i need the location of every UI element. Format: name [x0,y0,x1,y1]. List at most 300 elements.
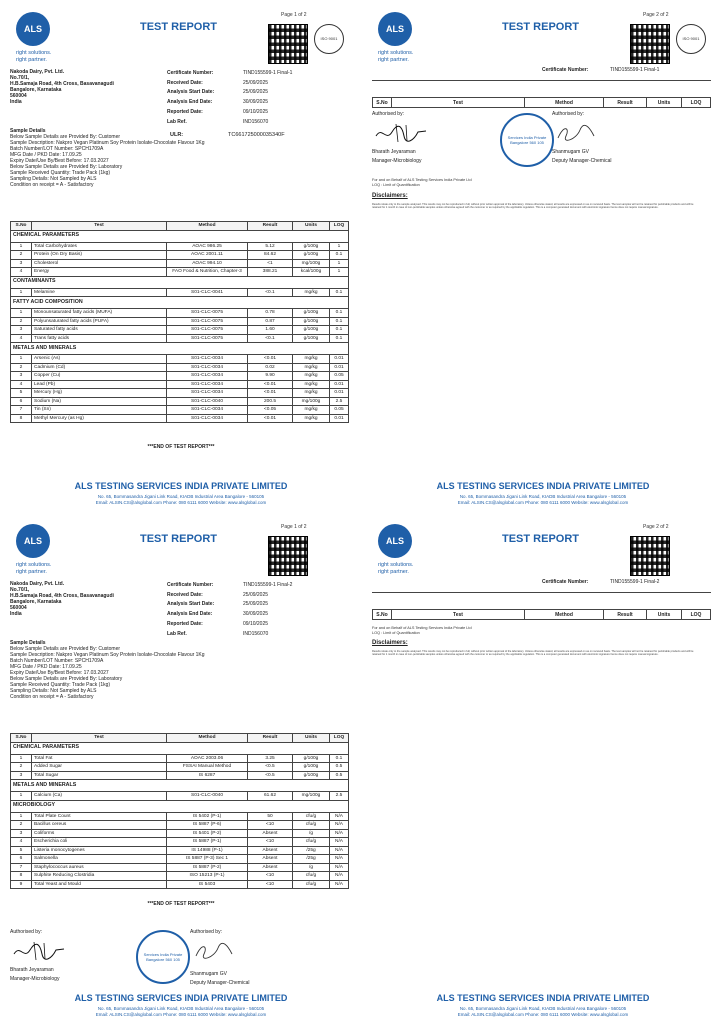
address-line: Nakoda Dairy, Pvt. Ltd. [10,69,65,75]
cert-value: 25/09/2025 [243,89,269,96]
cert-label: Lab Ref. [167,118,187,125]
footer-company: ALS TESTING SERVICES INDIA PRIVATE LIMITED [74,993,288,1003]
report2-page2 [362,512,724,1024]
table-cell: 1 [11,309,32,318]
table-row [11,812,349,821]
col-header: Method [525,98,604,108]
cert-label: Certificate Number: [542,67,589,73]
signature-1 [12,940,66,962]
table-cell: 2 [11,763,32,772]
signer-2 [190,970,249,988]
table-cell: 0.01 [330,380,349,389]
table-cell: 0.1 [330,334,349,343]
col-header: Test [32,222,167,231]
table-row [11,326,349,335]
footer-contact-line: Email: ALSIN.CS@alsglobal.com Phone: 080 6111 6000 Website: www.alsglobal.com [457,1012,629,1017]
table-cell: N/A [330,812,349,821]
table-row [11,872,349,881]
table-cell: <0.5 [248,771,293,780]
loq-line: LOQ : Limit of Quantification [372,631,420,635]
col-header: S.No [373,98,392,108]
qr-code-icon [630,536,670,576]
table-cell: 3.25 [248,754,293,763]
table-cell: Absent [248,863,293,872]
table-row [11,397,349,406]
cert-label: Certificate Number: [542,579,589,585]
end-of-report: ***END OF TEST REPORT*** [147,901,215,907]
table-cell: S01-CLC-0034 [167,372,248,381]
table-row [11,792,349,801]
table-cell: Absent [248,846,293,855]
results-table-header [372,609,711,620]
table-cell: cfu/g [293,872,330,881]
table-cell: 2 [11,317,32,326]
cert-label: Analysis Start Date: [167,601,215,608]
table-cell: g/100g [293,309,330,318]
table-cell: N/A [330,855,349,864]
table-cell: /25g [293,846,330,855]
table-cell: <1 [248,259,293,268]
table-cell: <0.05 [248,406,293,415]
col-header: S.No [11,734,32,743]
table-row [11,380,349,389]
col-header: Result [248,222,293,231]
table-row [11,363,349,372]
table-cell: IS 5403 [167,880,248,889]
table-cell: Total Yeast and Mould [32,880,167,889]
table-cell: mg/kg [293,380,330,389]
table-cell: Energy [32,268,167,277]
table-cell: mg/kg [293,355,330,364]
sample-line: Sample Description: Nakpro Vegan Platinum Soy Protein Isolate-Chocolate Flavour 1Kg [10,140,205,146]
address-line: H.B.Samaja Road, 4th Cross, Basavanagudi [10,81,114,87]
table-cell: Melamine [32,288,167,297]
table-cell: cfu/g [293,821,330,830]
table-cell: g/100g [293,326,330,335]
table-cell: Copper (Cu) [32,372,167,381]
table-cell: N/A [330,821,349,830]
disclaimers-heading: Disclaimers: [372,640,408,646]
table-cell: S01-CLC-0034 [167,380,248,389]
sample-line: Below Sample Details are Provided By: Laboratory [10,164,123,170]
section-title: FATTY ACID COMPOSITION [11,297,349,309]
table-cell: 1 [330,259,349,268]
authorised-by-1: Authorised by: [10,929,42,935]
address-line: India [10,611,22,617]
cert-label: Analysis End Date: [167,99,213,106]
table-cell: 2 [11,363,32,372]
address-line: H.B.Samaja Road, 4th Cross, Basavanagudi [10,593,114,599]
table-cell: 0.01 [330,363,349,372]
table-cell: 3 [11,829,32,838]
table-cell: AOAC 986.25 [167,242,248,251]
sample-line: Below Sample Details are Provided By: Customer [10,646,121,652]
results-table [10,221,349,423]
col-header: Result [604,98,647,108]
col-header: Result [248,734,293,743]
table-row [11,268,349,277]
report-title: TEST REPORT [140,21,218,33]
table-row [11,317,349,326]
table-cell: 0.05 [330,406,349,415]
table-cell: /g [293,829,330,838]
footer-company: ALS TESTING SERVICES INDIA PRIVATE LIMITED [74,481,288,491]
cert-label: Lab Ref. [167,630,187,637]
table-cell: IS 5402 (P-1) [167,812,248,821]
cert-label: Received Date: [167,79,203,86]
table-row [11,829,349,838]
behalf-note [372,626,472,636]
table-cell: Trans fatty acids [32,334,167,343]
col-header: Test [392,98,525,108]
table-row [11,334,349,343]
sample-line: Batch Number/LOT Number: SPCH1709A [10,658,104,664]
table-row [11,309,349,318]
table-cell: Monounsaturated fatty acids (MUFA) [32,309,167,318]
table-cell: 3 [11,326,32,335]
table-cell: 7 [11,406,32,415]
table-cell: S01-CLC-0034 [167,414,248,423]
table-cell: S01-CLC-0034 [167,363,248,372]
table-cell: g/100g [293,771,330,780]
cert-value: 25/09/2025 [243,591,269,598]
table-cell: <10 [248,821,293,830]
signature-2 [554,122,608,144]
table-cell: Saturated fatty acids [32,326,167,335]
address-line: 560004 [10,93,27,99]
table-cell: 8 [11,414,32,423]
cert-value: TIND155599-1 Final-1 [243,70,293,76]
cert-value: 09/10/2025 [243,620,269,627]
sample-line: Below Sample Details are Provided By: Customer [10,134,121,140]
table-row [11,771,349,780]
table-cell: N/A [330,863,349,872]
ulr-label: ULR: [170,132,184,138]
table-cell: 1 [330,242,349,251]
cert-label: Received Date: [167,591,203,598]
section-title: METALS AND MINERALS [11,780,349,792]
table-row [11,389,349,398]
table-cell: Bacillus cereus [32,821,167,830]
table-row [11,355,349,364]
tagline-line: right solutions. [378,562,414,568]
certificate-details [167,69,292,127]
table-cell: g/100g [293,334,330,343]
signer-name: Shanmugam GV [190,971,227,977]
table-cell: Cadmium (Cd) [32,363,167,372]
sample-heading: Sample Details [10,640,46,646]
report-title: TEST REPORT [502,533,580,545]
table-cell: 0.05 [330,372,349,381]
address-line: No.70/1, [10,75,30,81]
page-number: Page 1 of 2 [281,524,307,530]
table-cell: 4 [11,380,32,389]
page-number: Page 2 of 2 [643,524,669,530]
table-cell: cfu/g [293,812,330,821]
table-cell: 1 [11,242,32,251]
sample-line: Sample Description: Nakpro Vegan Platinum Soy Protein Isolate-Chocolate Flavour 1Kg [10,652,205,658]
table-cell: 0.1 [330,326,349,335]
table-cell: Total Carbohydrates [32,242,167,251]
table-cell: g/100g [293,763,330,772]
tagline-line: right solutions. [378,50,414,56]
table-cell: 9.90 [248,372,293,381]
end-of-report: ***END OF TEST REPORT*** [147,444,215,450]
table-cell: 0.5 [330,771,349,780]
table-cell: Lead (Pb) [32,380,167,389]
table-cell: S01-CLC-0075 [167,309,248,318]
report-title: TEST REPORT [140,533,218,545]
cert-label: Certificate Number: [167,582,214,588]
cert-value: TIND155599-1 Final-2 [610,579,660,585]
signer-title: Deputy Manager-Chemical [190,980,250,986]
table-cell: 3 [11,771,32,780]
footer-contact-line: Email: ALSIN.CS@alsglobal.com Phone: 080 6111 6000 Website: www.alsglobal.com [457,500,629,505]
cert-label: Reported Date: [167,620,203,627]
tagline [378,50,438,64]
table-cell: Escherichia coli [32,838,167,847]
sample-line: Below Sample Details are Provided By: Laboratory [10,676,123,682]
table-cell: Total Fat [32,754,167,763]
table-row [11,880,349,889]
table-cell: 1 [11,812,32,821]
table-row [11,763,349,772]
table-cell: Mercury (Hg) [32,389,167,398]
table-cell: Absent [248,855,293,864]
results-table [10,733,349,889]
tagline-line: right partner. [378,57,409,63]
table-cell: 84.62 [248,251,293,260]
table-cell: Sulphite Reducing Clostridia [32,872,167,881]
qr-code-icon [268,24,308,64]
section-title: CONTAMINANTS [11,276,349,288]
sample-details [10,640,205,700]
table-cell: cfu/g [293,880,330,889]
table-cell: 1.60 [248,326,293,335]
table-cell: mg/kg [293,372,330,381]
table-cell: mg/kg [293,406,330,415]
cert-label: Analysis Start Date: [167,89,215,96]
sample-line: Expiry Date/Use By/Best Before: 17.03.2027 [10,670,109,676]
cert-value: 09/10/2025 [243,108,269,115]
table-cell: <10 [248,872,293,881]
table-cell: mg/kg [293,389,330,398]
section-row [11,276,349,288]
cert-value: TIND155599-1 Final-2 [243,582,293,588]
table-cell: mg/kg [293,363,330,372]
page-number: Page 1 of 2 [281,12,307,18]
table-cell: 5.12 [248,242,293,251]
certification-seal-icon: ISO 9001 [314,24,344,54]
section-title: MICROBIOLOGY [11,800,349,812]
footer-address-line: No. 65, Bommasandra Jigani Link Road, KIADB Industrial Area Bangalore - 560105 [459,1006,627,1011]
tagline [16,562,76,576]
table-cell: 6 [11,397,32,406]
col-header: Test [392,610,525,620]
table-cell: g/100g [293,251,330,260]
table-cell: IS 14988 (P-1) [167,846,248,855]
sample-line: Condition on receipt = A - Satisfactory [10,694,94,700]
disclaimers-heading: Disclaimers: [372,193,408,199]
table-cell: 200.5 [248,397,293,406]
table-row [11,242,349,251]
signer-name: Bharath Jeyaraman [10,967,54,973]
sample-details [10,128,205,188]
signature-1 [374,122,428,144]
table-cell: Arsenic (As) [32,355,167,364]
table-cell: S01-CLC-0034 [167,355,248,364]
certificate-number [542,579,659,585]
table-cell: Polyunsaturated fatty acids (PUFA) [32,317,167,326]
col-header: LOQ [682,98,711,108]
table-cell: Cholesterol [32,259,167,268]
table-cell: /g [293,863,330,872]
cert-value: IND156070 [243,630,269,637]
tagline-line: right partner. [378,569,409,575]
table-cell: 0.5 [330,763,349,772]
table-cell: 4 [11,268,32,277]
table-row [11,863,349,872]
address-line: No.70/1, [10,587,30,593]
footer-address-line: No. 65, Bommasandra Jigani Link Road, KIADB Industrial Area Bangalore - 560105 [97,494,265,499]
authorised-by-2: Authorised by: [552,111,584,117]
sample-line: MFG Date / PKD Date: 17.09.25 [10,152,82,158]
report-title: TEST REPORT [502,21,580,33]
table-cell: N/A [330,838,349,847]
table-cell: <0.1 [248,288,293,297]
table-cell: Total Sugar [32,771,167,780]
table-cell: 3 [11,259,32,268]
table-row [11,288,349,297]
table-cell: 1 [11,754,32,763]
table-cell: <0.01 [248,414,293,423]
als-logo: ALS [16,524,50,558]
tagline-line: right solutions. [16,562,52,568]
signer-title: Manager-Microbiology [372,158,422,164]
qr-code-icon [268,536,308,576]
disclaimer-text: Results relate only to the sample analysed. This results may not be reproduced in full, without prior written approval of the laboratory. Unless otherwise stated, all results are expressed on as on received basis. The test samples will not be retained for perishable products and will be retained for 1 month in case of non-perishable samples unless otherwise agreed with the customer or as required by the applicable regulation. This is a computer generated document with electronic signature hence does not require manual signature. [372,203,694,210]
footer-address-line: No. 65, Bommasandra Jigani Link Road, KIADB Industrial Area Bangalore - 560105 [97,1006,265,1011]
table-cell: kcal/100g [293,268,330,277]
cert-value: IND156070 [243,118,269,125]
signer-1 [10,966,59,984]
table-cell: 388.21 [248,268,293,277]
table-cell: Coliforms [32,829,167,838]
table-cell: 4 [11,334,32,343]
table-cell: 6 [11,855,32,864]
signer-1 [372,148,421,166]
table-cell: AOAC 994.10 [167,259,248,268]
report1-page2 [362,0,724,512]
table-cell: 2.5 [330,397,349,406]
table-row [11,372,349,381]
authorised-by-1: Authorised by: [372,111,404,117]
table-cell: 0.1 [330,288,349,297]
certification-seal-icon: ISO 9001 [676,24,706,54]
table-cell: Methyl Mercury (as Hg) [32,414,167,423]
table-cell: 1 [11,355,32,364]
sample-line: Sampling Details: Not Sampled by ALS [10,688,97,694]
cert-value: 25/09/2025 [243,79,269,86]
table-cell: 0.1 [330,754,349,763]
table-cell: 5 [11,846,32,855]
tagline-line: right partner. [16,569,47,575]
tagline-line: right partner. [16,57,47,63]
col-header: Method [525,610,604,620]
table-row [11,846,349,855]
signer-name: Shanmugam GV [552,149,589,155]
customer-address [10,581,114,617]
section-title: CHEMICAL PARAMETERS [11,742,349,754]
footer-address [362,494,724,506]
table-cell: <10 [248,838,293,847]
address-line: Nakoda Dairy, Pvt. Ltd. [10,581,65,587]
table-cell: AOAC 2001.11 [167,251,248,260]
table-cell: Sodium (Na) [32,397,167,406]
authorised-by-2: Authorised by: [190,929,222,935]
signer-title: Manager-Microbiology [10,976,60,982]
behalf-note [372,178,472,188]
signer-title: Deputy Manager-Chemical [552,158,612,164]
table-cell: 4 [11,838,32,847]
ulr-value: TC661725000035340F [228,132,285,138]
address-line: 560004 [10,605,27,611]
col-header: Units [293,222,330,231]
tagline [16,50,76,64]
table-cell: S01-CLC-0040 [167,792,248,801]
table-cell: S01-CLC-0034 [167,389,248,398]
table-cell: 61.62 [248,792,293,801]
signer-2 [552,148,611,166]
table-cell: mg/kg [293,288,330,297]
table-cell: Calcium (Ca) [32,792,167,801]
cert-value: 25/09/2025 [243,601,269,608]
table-cell: 0.01 [330,389,349,398]
table-row [11,754,349,763]
report2-page1 [0,512,362,1024]
table-cell: 1 [330,268,349,277]
section-row [11,297,349,309]
table-cell: IS 5887 (P-1) [167,838,248,847]
table-cell: S01-CLC-0041 [167,288,248,297]
table-cell: 0.1 [330,309,349,318]
table-cell: IS 5887 (P-3) Sec 1 [167,855,248,864]
section-row [11,780,349,792]
col-header: Result [604,610,647,620]
table-cell: Protein (On Dry Basis) [32,251,167,260]
sample-line: Sampling Details: Not Sampled by ALS [10,176,97,182]
table-header-row [11,734,349,743]
behalf-line: For and on Behalf of ALS Testing Services India Private Ltd [372,626,472,630]
table-cell: /25g [293,855,330,864]
table-cell: <0.01 [248,380,293,389]
signature-2 [192,940,246,962]
cert-label: Reported Date: [167,108,203,115]
table-cell: 0.87 [248,317,293,326]
tagline-line: right solutions. [16,50,52,56]
table-cell: 2.5 [330,792,349,801]
sample-line: Condition on receipt = A - Satisfactory [10,182,94,188]
table-cell: Listeria monocytogenes [32,846,167,855]
footer-company: ALS TESTING SERVICES INDIA PRIVATE LIMITED [436,993,650,1003]
table-cell: IS 5887 (P-6) [167,821,248,830]
table-cell: Salmonella [32,855,167,864]
certificate-number [542,67,659,73]
table-cell: g/100g [293,754,330,763]
table-row [11,855,349,864]
table-row [11,251,349,260]
table-cell: Total Plate Count [32,812,167,821]
